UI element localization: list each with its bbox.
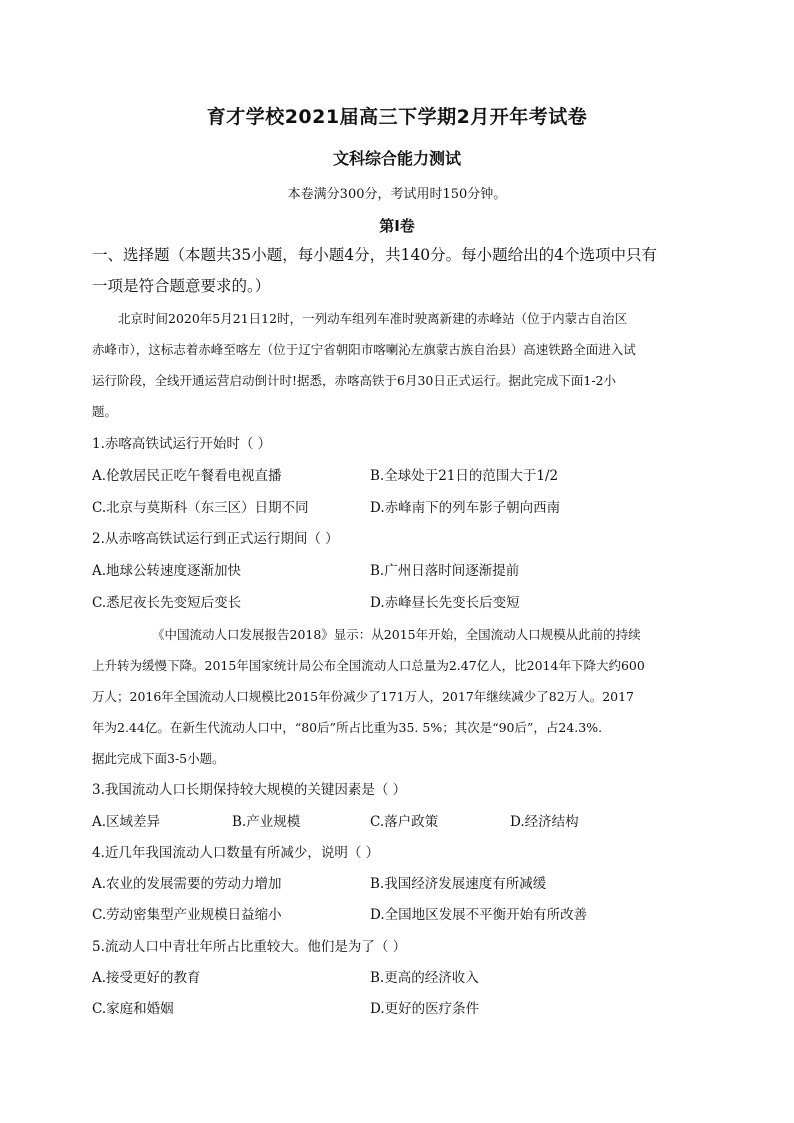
section-heading-line: 一项是符合题意要求的。）	[92, 277, 271, 295]
passage-line: 万人；2016年全国流动人口规模比2015年份减少了171万人，2017年继续减少了82万人。2017	[92, 689, 635, 704]
passage-line: 北京时间2020年5月21日12时，一列动车组列车准时驶离新建的赤峰站（位于内蒙古自治区	[118, 311, 628, 326]
question-2-option-c[interactable]: C.悉尼夜长先变短后变长	[92, 595, 242, 611]
passage-1	[92, 303, 704, 427]
passage-line: 运行阶段，全线开通运营启动倒计时!据悉，赤喀高铁于6月30日正式运行。据此完成下面1-2小	[92, 373, 617, 388]
question-4-option-a[interactable]: A.农业的发展需要的劳动力增加	[92, 876, 282, 892]
question-5-stem: 5.流动人口中青壮年所占比重较大。他们是为了（ ）	[92, 939, 407, 955]
question-5-option-a[interactable]: A.接受更好的教育	[92, 970, 201, 986]
passage-line: 上升转为缓慢下降。2015年国家统计局公布全国流动人口总量为2.47亿人，比2014年下降大约600	[92, 658, 645, 673]
part-heading: 第Ⅰ卷	[379, 217, 415, 235]
exam-title: 育才学校2021届高三下学期2月开年考试卷	[206, 106, 588, 128]
question-4-option-d[interactable]: D.全国地区发展不平衡开始有所改善	[370, 907, 588, 923]
score-note: 本卷满分300分，考试用时150分钟。	[287, 187, 507, 202]
passage-2	[92, 619, 704, 774]
question-3-option-b[interactable]: B.产业规模	[232, 814, 301, 830]
question-5-option-b[interactable]: B.更高的经济收入	[370, 970, 479, 986]
question-4-stem: 4.近几年我国流动人口数量有所减少，说明（ ）	[92, 845, 380, 861]
question-2-option-b[interactable]: B.广州日落时间逐渐提前	[370, 563, 520, 579]
question-2-option-d[interactable]: D.赤峰昼长先变长后变短	[370, 595, 520, 611]
question-1-option-a[interactable]: A.伦敦居民正吃午餐看电视直播	[92, 468, 282, 484]
question-5-option-d[interactable]: D.更好的医疗条件	[370, 1001, 480, 1017]
question-1-option-b[interactable]: B.全球处于21日的范围大于1/2	[370, 468, 559, 484]
question-2-option-a[interactable]: A.地球公转速度逐渐加快	[92, 563, 242, 579]
question-4-option-c[interactable]: C.劳动密集型产业规模日益缩小	[92, 907, 282, 923]
passage-line: 赤峰市），这标志着赤峰至喀左（位于辽宁省朝阳市喀喇沁左旗蒙古族自治县）高速铁路全面进入试	[92, 342, 636, 357]
question-4-option-b[interactable]: B.我国经济发展速度有所减缓	[370, 876, 547, 892]
question-1-option-d[interactable]: D.赤峰南下的列车影子朝向西南	[370, 500, 561, 516]
question-3-option-c[interactable]: C.落户政策	[370, 814, 439, 830]
passage-line: 《中国流动人口发展报告2018》显示：从2015年开始，全国流动人口规模从此前的持续	[152, 627, 641, 642]
question-5-option-c[interactable]: C.家庭和婚姻	[92, 1001, 174, 1017]
question-1-option-c[interactable]: C.北京与莫斯科（东三区）日期不同	[92, 500, 309, 516]
section-heading	[92, 240, 704, 302]
question-1-stem: 1.赤喀高铁试运行开始时（ ）	[92, 436, 272, 452]
question-3-stem: 3.我国流动人口长期保持较大规模的关键因素是（ ）	[92, 782, 407, 798]
passage-line: 年为2.44亿。在新生代流动人口中，“80后”所占比重为35. 5%；其次是“90后”，占24.3%.	[92, 720, 603, 735]
exam-subtitle: 文科综合能力测试	[332, 149, 461, 168]
passage-line: 据此完成下面3-5小题。	[92, 751, 225, 766]
section-heading-line: 一、选择题（本题共35小题，每小题4分，共140分。每小题给出的4个选项中只有	[92, 246, 658, 264]
passage-line: 题。	[92, 404, 118, 419]
question-3-option-d[interactable]: D.经济结构	[510, 814, 579, 830]
question-3-option-a[interactable]: A.区域差异	[92, 814, 161, 830]
question-2-stem: 2.从赤喀高铁试运行到正式运行期间（ ）	[92, 531, 339, 547]
